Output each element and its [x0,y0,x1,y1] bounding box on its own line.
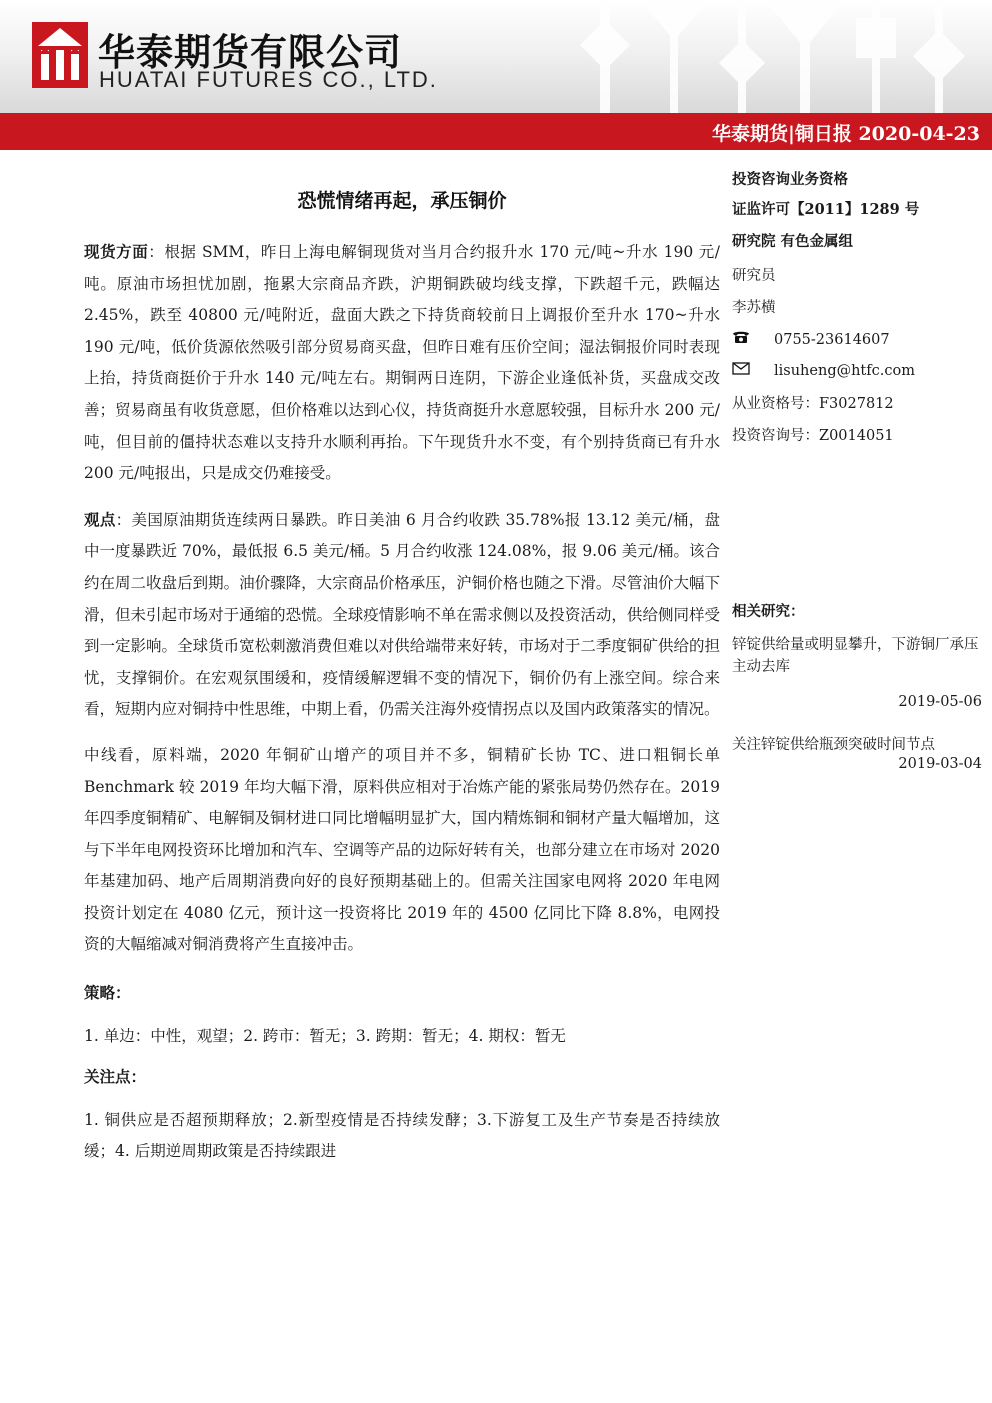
focus-text: 1. 铜供应是否超预期释放；2.新型疫情是否持续发酵；3.下游复工及生产节奏是否持续放缓；4. 后期逆周期政策是否持续跟进 [84,1110,720,1161]
midterm-paragraph: 中线看，原料端，2020 年铜矿山增产的项目并不多，铜精矿长协 TC、进口粗铜长单 Benchmark 较 2019 年均大幅下滑，原料供应相对于冶炼产能的紧张局势仍然存在。2019 年四季度铜精矿、电解铜及铜材进口同比增幅明显扩大，国内精炼铜和铜材产量大幅增加，这与下半年电网投资环比增加和汽车、空调等产品的边际好转有关，也部分建立在市场对 2020 年基建加码、地产后周期消费向好的良好预期基础上的。但需关注国家电网将 2020 年电网投资计划定在 4080 亿元，预计这一投资将比 2019 年的 4500 亿同比下降 8.8%，电网投资的大幅缩减对铜消费将产生直接冲击。 [84,745,720,954]
header-decoration [560,0,992,113]
focus-heading: 关注点： [84,1066,147,1086]
spot-paragraph [84,236,720,490]
email-row [732,361,982,381]
related-heading: 相关研究： [732,603,805,620]
spot-text: ：根据 SMM，昨日上海电解铜现货对当月合约报升水 170 元/吨~升水 190 元/吨。原油市场担忧加剧，拖累大宗商品齐跌，沪期铜跌破均线支撑，下跌超千元，跌幅达 2.45%，跌至 40800 元/吨附近，盘面大跌之下持货商较前日上调报价至升水 170~升水 190 元/吨，低价货源依然吸引部分贸易商买盘，但昨日难有压价空间；湿法铜报价同时表现上抬，持货商挺价于升水 140 元/吨左右。期铜两日连阴，下游企业逢低补货，买盘成交改善；贸易商虽有收货意愿，但价格难以达到心仪，持货商挺升水意愿较强，目标升水 200 元/吨，但目前的僵持状态难以支持升水顺利再抬。下午现货升水不变，有个别持货商已有升水 200 元/吨报出，只是成交仍难接受。 [84,243,720,483]
report-tag: 华泰期货|铜日报 2020-04-23 [711,123,980,145]
phone-number: 0755-23614607 [774,332,890,348]
phone-row [732,330,982,350]
company-name-en: HUATAI FUTURES CO., LTD. [99,67,438,92]
related-date: 2019-05-06 [898,694,982,710]
strategy-heading: 策略： [84,983,131,1003]
article-title: 恐慌情绪再起，承压铜价 [297,190,507,212]
main-column [84,236,720,1168]
related-date: 2019-03-04 [898,756,982,772]
sidebar [732,170,982,446]
license-number: 证监许可【2011】1289 号 [732,201,920,218]
department: 研究院 有色金属组 [732,233,854,250]
company-name-cn: 华泰期货有限公司 [98,31,402,74]
view-text: ：美国原油期货连续两日暴跌。昨日美油 6 月合约收跌 35.78%报 13.12 美元/桶，盘中一度暴跌近 70%，最低报 6.5 美元/桶。5 月合约收涨 124.08%，报 9.06 美元/桶。该合约在周二收盘后到期。油价骤降，大宗商品价格承压，沪铜价格也随之下滑。尽管油价大幅下滑，但未引起市场对于通缩的恐慌。全球疫情影响不单在需求侧以及投资活动，供给侧同样受到一定影响。全球货币宽松刺激消费但难以对供给端带来好转，市场对于二季度铜矿供给的担忧，支撑铜价。在宏观氛围缓和，疫情缓解逻辑不变的情况下，铜价仍有上涨空间。综合来看，短期内应对铜持中性思维，中期上看，仍需关注海外疫情拐点以及国内政策落实的情况。 [84,510,720,719]
analyst-role: 研究员 [732,268,776,284]
related-item[interactable] [732,734,982,772]
related-research [732,602,982,772]
cert-number: 从业资格号：F3027812 [732,396,894,412]
spot-label: 现货方面 [84,242,149,261]
phone-icon [732,330,756,350]
huatai-logo-icon [32,22,88,88]
related-item[interactable] [732,634,982,710]
analyst-name: 李苏横 [732,300,776,316]
header-band [0,0,992,113]
view-paragraph [84,504,720,726]
envelope-icon [732,361,756,381]
qualification: 投资咨询业务资格 [732,171,848,188]
view-label: 观点 [84,509,116,529]
consult-number: 投资咨询号：Z0014051 [732,428,894,444]
email-address[interactable]: lisuheng@htfc.com [774,363,915,379]
related-title: 关注锌锭供给瓶颈突破时间节点 [732,737,935,753]
related-title: 锌锭供给量或明显攀升，下游铜厂承压主动去库 [732,637,979,675]
strategy-text: 1. 单边：中性，观望；2. 跨市：暂无；3. 跨期：暂无；4. 期权：暂无 [84,1027,566,1046]
